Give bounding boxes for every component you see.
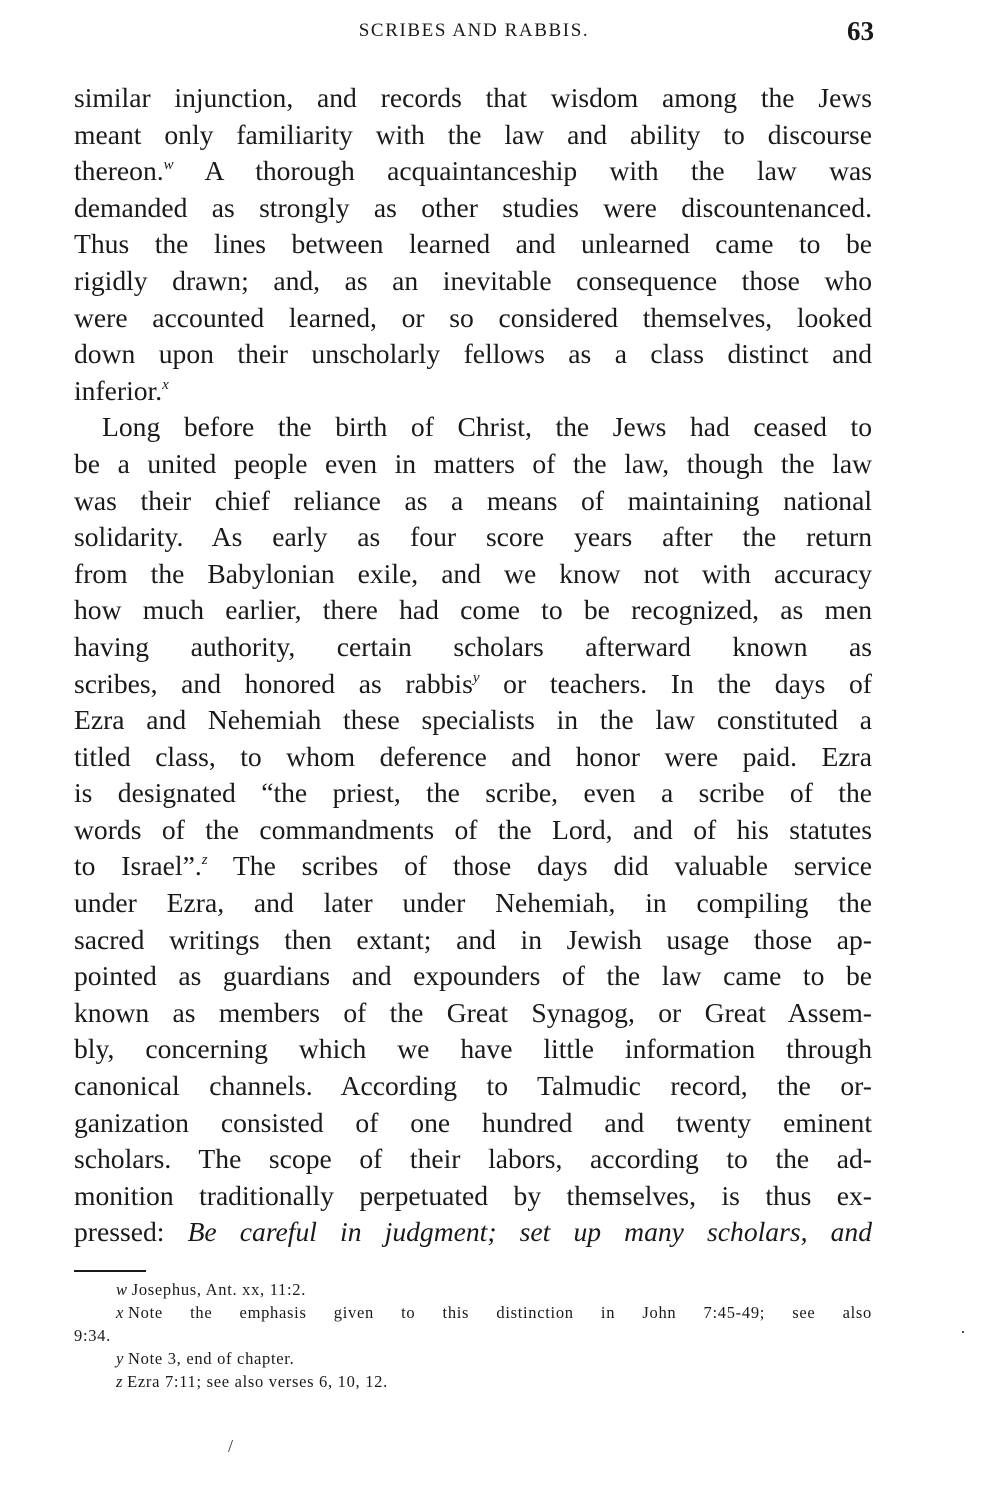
text-span: inferior. <box>74 374 163 406</box>
text-line <box>74 153 872 190</box>
body-text <box>74 80 872 1251</box>
text-span: or teachers. In the days of <box>479 667 872 699</box>
text-line: Ezra and Nehemiah these specialists in the law constituted a <box>74 704 872 736</box>
text-span: scribes, and honored as rabbis <box>74 667 473 699</box>
footnote-ref-y: y <box>472 669 480 686</box>
text-line: were accounted learned, or so considered themselves, looked <box>74 301 872 333</box>
text-line: under Ezra, and later under Nehemiah, in compiling the <box>74 887 872 919</box>
footnote-text: Ezra 7:11; see also verses 6, 10, 12. <box>127 1372 388 1391</box>
text-line: having authority, certain scholars afterward known as <box>74 630 872 662</box>
page-number: 63 <box>847 16 874 46</box>
footnote-ref-x: x <box>162 376 169 393</box>
text-line: from the Babylonian exile, and we know not with accuracy <box>74 557 872 589</box>
text-line: rigidly drawn; and, as an inevitable consequence those who <box>74 264 872 296</box>
footnote-rule <box>74 1270 146 1272</box>
text-span: thereon. <box>74 155 164 187</box>
text-line: monition traditionally perpetuated by themselves, is thus ex- <box>74 1179 872 1211</box>
footnote-marker: y <box>116 1349 125 1368</box>
text-line: known as members of the Great Synagog, or Great Assem- <box>74 996 872 1028</box>
stray-dot: · <box>960 1322 966 1342</box>
footnote-y <box>74 1347 872 1370</box>
text-line: titled class, to whom deference and honor were paid. Ezra <box>74 740 872 772</box>
text-line: ganization consisted of one hundred and twenty eminent <box>74 1106 872 1138</box>
footnote-text: Josephus, Ant. xx, 11:2. <box>131 1280 307 1299</box>
footnote-w <box>74 1278 872 1301</box>
footnote-z <box>74 1370 872 1393</box>
footnote-text: Note the emphasis given to this distinction in John 7:45-49; see also <box>128 1303 872 1322</box>
footnote-ref-w: w <box>163 157 174 174</box>
text-line: scholars. The scope of their labors, according to the ad- <box>74 1143 872 1175</box>
text-line: solidarity. As early as four score years after the return <box>74 521 872 553</box>
running-head: SCRIBES AND RABBIS. <box>358 20 590 41</box>
text-line: canonical channels. According to Talmudic record, the or- <box>74 1070 872 1102</box>
footnotes <box>74 1278 872 1393</box>
text-line: was their chief reliance as a means of maintaining national <box>74 484 872 516</box>
text-line <box>74 373 872 410</box>
text-line <box>74 848 872 885</box>
italic-quote: Be careful in judgment; set up many scholars, and <box>187 1216 872 1248</box>
text-line: be a united people even in matters of the law, though the law <box>74 447 872 479</box>
text-line: meant only familiarity with the law and ability to discourse <box>74 118 872 150</box>
text-line: words of the commandments of the Lord, and of his statutes <box>74 813 872 845</box>
footnote-marker: w <box>116 1280 128 1299</box>
footnote-ref-z: z <box>201 852 208 869</box>
text-line: bly, concerning which we have little information through <box>74 1033 872 1065</box>
footnote-marker: z <box>116 1372 124 1391</box>
text-line: how much earlier, there had come to be recognized, as men <box>74 594 872 626</box>
text-line: down upon their unscholarly fellows as a class distinct and <box>74 338 872 370</box>
footnote-text: Note 3, end of chapter. <box>128 1349 295 1368</box>
footnote-x-continued: 9:34. <box>74 1326 111 1345</box>
footnote-marker: x <box>116 1303 125 1322</box>
text-span: A thorough acquaintanceship with the law was <box>173 155 872 187</box>
text-line: similar injunction, and records that wisdom among the Jews <box>74 82 872 113</box>
text-line: pointed as guardians and expounders of the law came to be <box>74 960 872 992</box>
page-header <box>74 18 874 54</box>
text-span: The scribes of those days did valuable service <box>207 850 872 882</box>
text-line <box>74 666 872 703</box>
text-span: to Israel”. <box>74 850 202 882</box>
text-line: Thus the lines between learned and unlearned came to be <box>74 228 872 260</box>
paragraph-start: Long before the birth of Christ, the Jews had ceased to <box>102 411 872 443</box>
text-line: sacred writings then extant; and in Jewish usage those ap- <box>74 923 872 955</box>
text-line: is designated “the priest, the scribe, even a scribe of the <box>74 777 872 809</box>
text-line <box>74 1214 872 1251</box>
stray-mark: / <box>228 1436 234 1456</box>
text-span: pressed: <box>74 1216 188 1248</box>
text-line: demanded as strongly as other studies were discountenanced. <box>74 191 872 223</box>
footnote-x <box>74 1301 872 1324</box>
